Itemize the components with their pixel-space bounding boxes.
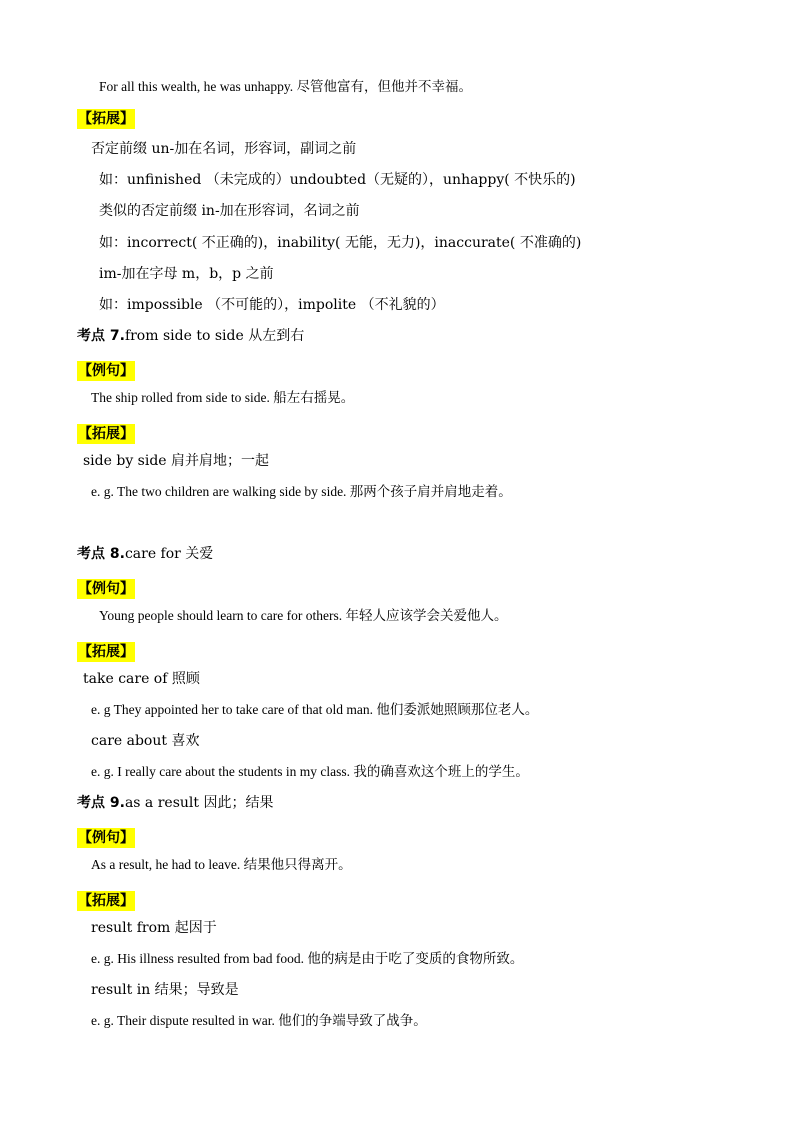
example-sentence: e. g. Their dispute resulted in war. 他们的争端导致了战争。	[91, 1013, 427, 1028]
tuozhan-tag: 【拓展】	[78, 644, 134, 660]
expansion-line: 否定前缀 un-加在名词，形容词，副词之前	[91, 141, 357, 157]
example-sentence: e. g. I really care about the students in my class. 我的确喜欢这个班上的学生。	[91, 764, 529, 779]
kaodian-label: 考点 8.	[77, 546, 125, 562]
expansion-line: 如：incorrect( 不正确的)，inability( 无能，无力)，inaccurate( 不准确的)	[99, 235, 582, 251]
kaodian-heading	[77, 326, 304, 346]
expansion-line: 类似的否定前缀 in-加在形容词，名词之前	[99, 203, 360, 219]
expansion-line: side by side 肩并肩地；一起	[83, 453, 270, 469]
kaodian-text: care for 关爱	[124, 546, 214, 562]
expansion-line: result from 起因于	[91, 920, 217, 936]
tuozhan-tag: 【拓展】	[78, 426, 134, 442]
liju-tag: 【例句】	[78, 830, 134, 846]
example-sentence: As a result, he had to leave. 结果他只得离开。	[91, 857, 352, 872]
kaodian-label: 考点 9.	[77, 795, 125, 811]
expansion-line: care about 喜欢	[91, 733, 200, 749]
example-sentence: Young people should learn to care for others. 年轻人应该学会关爱他人。	[99, 608, 508, 623]
tuozhan-tag: 【拓展】	[78, 893, 134, 909]
expansion-line: result in 结果；导致是	[91, 982, 239, 998]
expansion-line: take care of 照顾	[83, 671, 200, 687]
kaodian-heading	[77, 793, 273, 813]
example-sentence: The ship rolled from side to side. 船左右摇晃。	[91, 390, 355, 405]
kaodian-heading	[77, 544, 213, 564]
example-sentence: e. g. The two children are walking side by side. 那两个孩子肩并肩地走着。	[91, 484, 512, 499]
expansion-line: 如：unfinished （未完成的）undoubted（无疑的），unhappy( 不快乐的)	[99, 172, 576, 188]
kaodian-text: as a result 因此；结果	[124, 795, 274, 811]
kaodian-text: from side to side 从左到右	[124, 328, 305, 344]
expansion-line: 如：impossible （不可能的），impolite （不礼貌的）	[99, 297, 445, 313]
tuozhan-tag: 【拓展】	[78, 111, 134, 127]
liju-tag: 【例句】	[78, 581, 134, 597]
example-sentence: e. g They appointed her to take care of that old man. 他们委派她照顾那位老人。	[91, 702, 539, 717]
example-sentence: For all this wealth, he was unhappy. 尽管他富有，但他并不幸福。	[99, 79, 472, 94]
example-sentence: e. g. His illness resulted from bad food. 他的病是由于吃了变质的食物所致。	[91, 951, 524, 966]
expansion-line: im-加在字母 m，b，p 之前	[99, 266, 274, 282]
kaodian-label: 考点 7.	[77, 328, 125, 344]
liju-tag: 【例句】	[78, 363, 134, 379]
